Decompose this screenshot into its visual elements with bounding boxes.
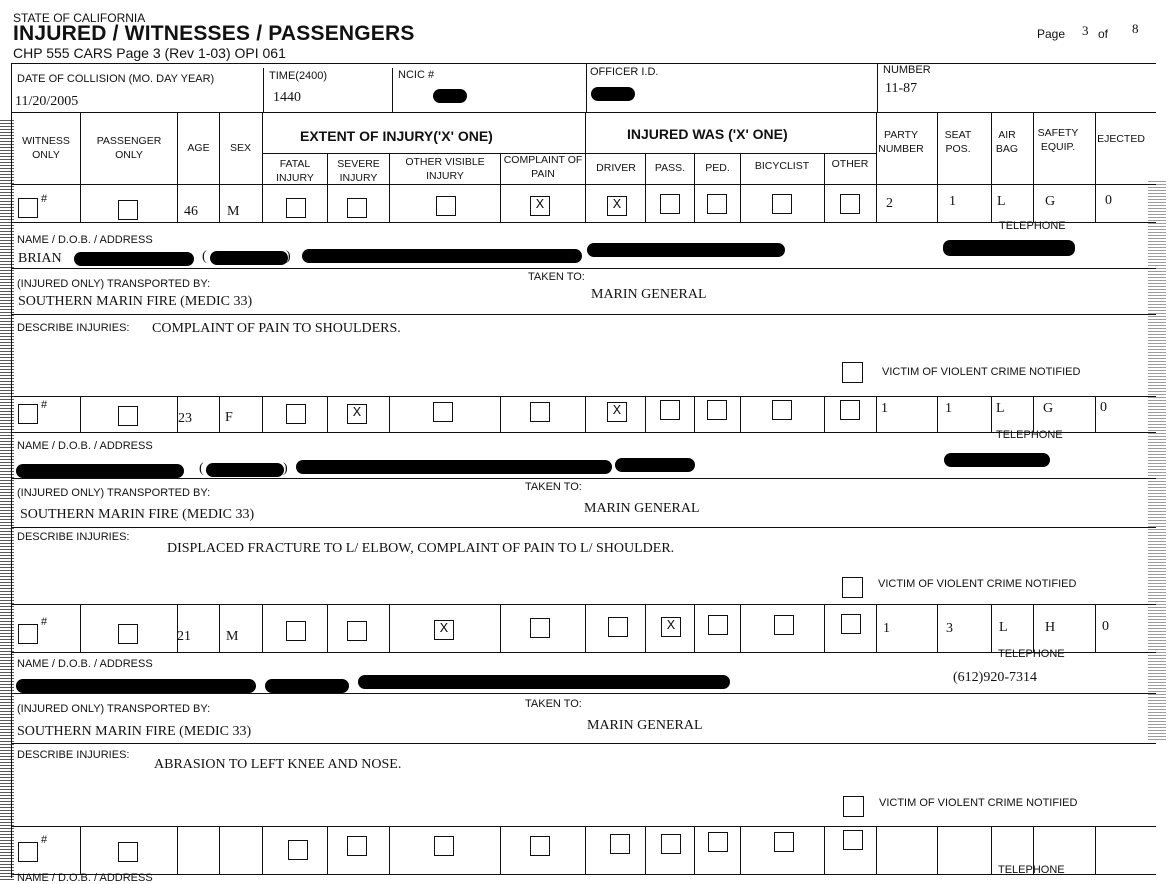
paren-1: ( (202, 249, 207, 264)
col-pass: PASS. (654, 162, 686, 174)
redaction-name-1 (74, 252, 194, 266)
ped-checkbox-2[interactable] (707, 400, 727, 420)
witness-checkbox-2[interactable] (18, 404, 38, 424)
party-3: 1 (883, 621, 890, 636)
bicyclist-checkbox-3[interactable] (774, 615, 794, 635)
bicyclist-checkbox-4[interactable] (774, 832, 794, 852)
col-bicyclist: BICYCLIST (754, 160, 810, 172)
transported-label-3: (INJURED ONLY) TRANSPORTED BY: (17, 703, 211, 715)
col-passenger: PASSENGER ONLY (96, 135, 162, 161)
injuries-3: ABRASION TO LEFT KNEE AND NOSE. (154, 757, 402, 772)
air-1: L (997, 194, 1006, 209)
redaction-dob-3 (265, 679, 349, 693)
hash-1: # (41, 193, 48, 205)
redaction-address-3 (358, 675, 730, 689)
witness-checkbox-4[interactable] (18, 842, 38, 862)
name-label-2: NAME / D.O.B. / ADDRESS (17, 440, 153, 452)
ncic-label: NCIC # (398, 69, 435, 81)
victim-checkbox-2[interactable] (842, 577, 863, 598)
injured-heading: INJURED WAS ('X' ONE) (627, 126, 788, 142)
sex-3: M (226, 629, 239, 644)
col-sex: SEX (229, 142, 251, 154)
name-1: BRIAN (18, 251, 62, 266)
seat-1: 1 (949, 194, 956, 209)
taken-to-label-1: TAKEN TO: (528, 271, 585, 283)
page-label: Page (1037, 27, 1066, 41)
taken-to-2: MARIN GENERAL (584, 501, 700, 516)
transported-by-3: SOUTHERN MARIN FIRE (MEDIC 33) (17, 724, 252, 739)
paren-2: ( (199, 461, 204, 476)
party-2: 1 (881, 401, 888, 416)
driver-checkbox-2[interactable]: X (607, 402, 627, 422)
date-label: DATE OF COLLISION (MO. DAY YEAR) (17, 73, 215, 85)
describe-label-3: DESCRIBE INJURIES: (17, 749, 130, 761)
paren-close-2: ) (283, 461, 288, 476)
air-2: L (996, 401, 1005, 416)
col-witness: WITNESS ONLY (22, 135, 70, 161)
redaction-name-3 (16, 679, 256, 693)
col-fatal: FATAL INJURY (276, 158, 314, 184)
col-age: AGE (187, 142, 210, 154)
state-label: STATE OF CALIFORNIA (13, 11, 146, 25)
number-label: NUMBER (883, 64, 931, 76)
redaction-name-2 (16, 464, 184, 478)
pass-checkbox-2[interactable] (660, 400, 680, 420)
age-1: 46 (184, 204, 198, 219)
describe-label-2: DESCRIBE INJURIES: (17, 531, 130, 543)
taken-to-3: MARIN GENERAL (587, 718, 703, 733)
bicyclist-checkbox-1[interactable] (772, 194, 792, 214)
victim-label-2: VICTIM OF VIOLENT CRIME NOTIFIED (878, 578, 1077, 590)
severe-checkbox-3[interactable] (347, 621, 367, 641)
hash-3: # (41, 616, 48, 628)
time-label: TIME(2400) (269, 70, 328, 82)
seat-3: 3 (946, 621, 953, 636)
time-value: 1440 (273, 90, 301, 105)
officer-label: OFFICER I.D. (590, 66, 659, 78)
telephone-label-3: TELEPHONE (998, 648, 1065, 660)
scan-artifact-right (1148, 180, 1166, 740)
col-severe: SEVERE INJURY (337, 158, 380, 184)
redaction-officer (591, 87, 635, 101)
col-party: PARTY NUMBER (878, 129, 924, 155)
hash-4: # (41, 834, 48, 846)
complaint-checkbox-1[interactable]: X (530, 196, 550, 216)
telephone-label-1: TELEPHONE (999, 220, 1066, 232)
taken-to-label-2: TAKEN TO: (525, 481, 582, 493)
age-3: 21 (177, 629, 191, 644)
name-label-3: NAME / D.O.B. / ADDRESS (17, 658, 153, 670)
complaint-checkbox-3[interactable] (530, 618, 550, 638)
victim-checkbox-3[interactable] (843, 796, 864, 817)
injuries-2: DISPLACED FRACTURE TO L/ ELBOW, COMPLAINT OF PAIN TO L/ SHOULDER. (167, 541, 675, 556)
sex-2: F (225, 410, 233, 425)
col-ejected: EJECTED (1097, 133, 1145, 145)
col-complaint: COMPLAINT OF PAIN (503, 154, 583, 180)
severe-checkbox-2[interactable]: X (347, 404, 367, 424)
redaction-ncic (433, 89, 467, 103)
pass-checkbox-3[interactable]: X (661, 617, 681, 637)
page-number: 3 (1082, 23, 1089, 38)
col-seat: SEAT POS. (944, 129, 972, 155)
number-value: 11-87 (885, 81, 918, 96)
hash-2: # (41, 399, 48, 411)
transported-by-1: SOUTHERN MARIN FIRE (MEDIC 33) (18, 294, 253, 309)
redaction-city-2 (615, 458, 695, 472)
passenger-checkbox-3[interactable] (118, 624, 138, 644)
other-checkbox-1[interactable] (840, 194, 860, 214)
paren-close-1: ) (286, 249, 291, 264)
ejected-1: 0 (1105, 193, 1112, 208)
party-1: 2 (886, 196, 893, 211)
victim-checkbox-1[interactable] (842, 362, 863, 383)
taken-to-1: MARIN GENERAL (591, 287, 707, 302)
redaction-dob-1 (210, 251, 288, 265)
safety-2: G (1043, 401, 1054, 416)
col-other: OTHER (831, 158, 869, 170)
page-total: 8 (1132, 21, 1139, 36)
bicyclist-checkbox-2[interactable] (772, 400, 792, 420)
col-safety: SAFETY EQUIP. (1037, 127, 1079, 153)
col-air: AIR BAG (995, 129, 1019, 155)
pass-checkbox-1[interactable] (660, 194, 680, 214)
victim-label-3: VICTIM OF VIOLENT CRIME NOTIFIED (879, 797, 1078, 809)
date-value: 11/20/2005 (15, 94, 79, 109)
telephone-label-2: TELEPHONE (996, 429, 1063, 441)
ped-checkbox-3[interactable] (708, 615, 728, 635)
col-driver: DRIVER (596, 162, 636, 174)
complaint-checkbox-2[interactable] (530, 402, 550, 422)
victim-label-1: VICTIM OF VIOLENT CRIME NOTIFIED (882, 366, 1081, 378)
severe-checkbox-4[interactable] (347, 836, 367, 856)
witness-checkbox-3[interactable] (18, 624, 38, 644)
driver-checkbox-3[interactable] (608, 617, 628, 637)
safety-1: G (1045, 194, 1056, 209)
name-label-1: NAME / D.O.B. / ADDRESS (17, 234, 153, 246)
form-title: INJURED / WITNESSES / PASSENGERS (13, 22, 415, 45)
transported-by-2: SOUTHERN MARIN FIRE (MEDIC 33) (20, 507, 255, 522)
fatal-checkbox-3[interactable] (286, 621, 306, 641)
redaction-phone-1 (943, 240, 1075, 256)
other-visible-checkbox-1[interactable] (436, 196, 456, 216)
transported-label-2: (INJURED ONLY) TRANSPORTED BY: (17, 487, 211, 499)
air-3: L (999, 620, 1008, 635)
sex-1: M (227, 204, 240, 219)
fatal-checkbox-4[interactable] (288, 840, 308, 860)
describe-label-1: DESCRIBE INJURIES: (17, 322, 130, 334)
passenger-checkbox-1[interactable] (118, 200, 138, 220)
taken-to-label-3: TAKEN TO: (525, 698, 582, 710)
severe-checkbox-1[interactable] (347, 198, 367, 218)
other-checkbox-4[interactable] (843, 830, 863, 850)
witness-checkbox-1[interactable] (18, 198, 38, 218)
complaint-checkbox-4[interactable] (530, 836, 550, 856)
name-label-4: NAME / D.O.B. / ADDRESS (17, 872, 153, 884)
redaction-dob-2 (206, 463, 284, 477)
telephone-3: (612)920-7314 (953, 670, 1037, 685)
other-visible-checkbox-2[interactable] (433, 402, 453, 422)
pass-checkbox-4[interactable] (661, 834, 681, 854)
safety-3: H (1045, 620, 1056, 635)
col-other-visible: OTHER VISIBLE INJURY (405, 156, 485, 182)
ejected-2: 0 (1100, 400, 1107, 415)
other-checkbox-3[interactable] (841, 614, 861, 634)
col-ped: PED. (705, 162, 730, 174)
redaction-city-1 (587, 243, 785, 257)
passenger-checkbox-4[interactable] (118, 842, 138, 862)
ped-checkbox-1[interactable] (707, 194, 727, 214)
age-2: 23 (178, 411, 192, 426)
telephone-label-4: TELEPHONE (998, 864, 1065, 876)
driver-checkbox-4[interactable] (610, 834, 630, 854)
redaction-address-2 (296, 460, 612, 474)
other-checkbox-2[interactable] (840, 400, 860, 420)
redaction-address-1 (302, 249, 582, 263)
driver-checkbox-1[interactable]: X (607, 196, 627, 216)
seat-2: 1 (945, 401, 952, 416)
fatal-checkbox-1[interactable] (286, 198, 306, 218)
other-visible-checkbox-3[interactable]: X (434, 620, 454, 640)
ejected-3: 0 (1102, 619, 1109, 634)
redaction-phone-2 (944, 453, 1050, 467)
extent-heading: EXTENT OF INJURY('X' ONE) (300, 128, 493, 144)
transported-label-1: (INJURED ONLY) TRANSPORTED BY: (17, 278, 211, 290)
injuries-1: COMPLAINT OF PAIN TO SHOULDERS. (152, 321, 401, 336)
fatal-checkbox-2[interactable] (286, 404, 306, 424)
passenger-checkbox-2[interactable] (118, 406, 138, 426)
other-visible-checkbox-4[interactable] (434, 836, 454, 856)
form-id: CHP 555 CARS Page 3 (Rev 1-03) OPI 061 (13, 45, 286, 61)
of-label: of (1098, 27, 1109, 41)
ped-checkbox-4[interactable] (708, 832, 728, 852)
